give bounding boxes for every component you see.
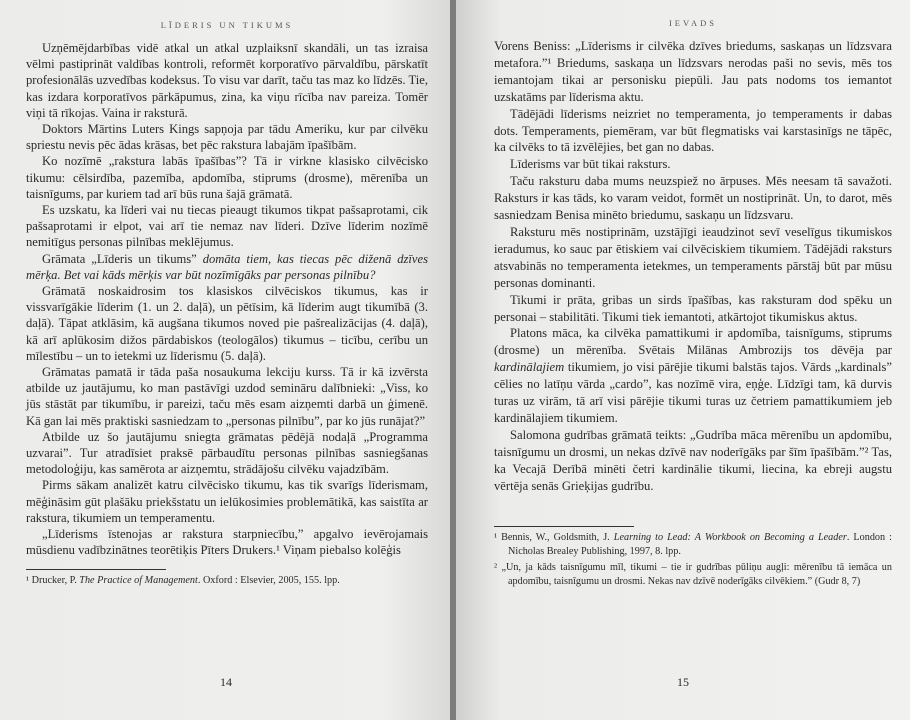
spacer [494, 494, 892, 516]
footnote-divider [494, 526, 634, 527]
footnote-prefix: ¹ Drucker, P. [26, 574, 80, 586]
italic-text: kardinālajiem [494, 360, 565, 375]
footnote [26, 574, 428, 588]
paragraph: Taču raksturu daba mums neuzspiež no ārpuses. Mēs neesam tā savažoti. Raksturs ir kas tāds, ko varam veidot, formēt un nostiprināt. Un, to darot, mēs sasniedzam Benisa minēto briedumu, saskaņu un līdzsvaru. [494, 174, 892, 223]
footnote-prefix: ¹ Bennis, W., Goldsmith, J. [494, 532, 614, 544]
paragraph: Tikumi ir prāta, gribas un sirds īpašības, kas raksturam dod spēku un personai – stabilitāti. Tikumi tiek iemantoti, atkārtojot tikumiskus aktus. [494, 292, 892, 324]
footnote-suffix: . London : Nicholas Brealey Publishing, 1997, 8. lpp. [508, 532, 892, 557]
running-head-left: LĪDERIS UN TIKUMS [160, 20, 294, 30]
paragraph: Salomona gudrības grāmatā teikts: „Gudrība māca mērenību un apdomību, taisnīgumu un drosmi, un nekas dzīvē nav noderīgāks par šīm īpašībām.”² Tas, ka Vecajā Derībā minēti četri kardinālie tikumi, liecina, ka ebreji augstu vērtēja senās Grieķijas gudrību. [494, 427, 892, 493]
paragraph: „Līderisms īstenojas ar rakstura starpniecību,” apgalvo ievērojamais mūsdienu vadībzinātnes teorētiķis Pīters Drukers.¹ Viņam piebalso kolēģis [26, 527, 428, 558]
paragraph: Vorens Beniss: „Līderisms ir cilvēka dzīves briedums, saskaņas un līdzsvara metafora.”¹ Briedums, saskaņa un līdzsvars nerodas paši no sevis, mēs tos iemantojam tikai ar personisku piepūli. Jau pats nodoms tos iemantot uzskatāms par līderisma aktu. [494, 39, 892, 104]
paragraph: Atbilde uz šo jautājumu sniegta grāmatas pēdējā nodaļā „Programma uzvarai”. Tur atradīsiet praksē pārbaudītu personas pilnības sasniegšanas metodoloģiju, kas samērota ar aizņemtu, strādājošu cilvēku vajadzībām. [26, 429, 428, 477]
right-page [456, 0, 910, 720]
footnote-title: Learning to Lead: A Workbook on Becoming a Leader [613, 532, 847, 544]
footnote-suffix: . Oxford : Elsevier, 2005, 155. lpp. [197, 574, 340, 586]
footnote [494, 531, 892, 558]
book-title-text: Grāmata „Līderis un tikums” [42, 251, 197, 266]
paragraph-text: tikumiem, jo visi pārējie tikumi balstās tajos. Vārds „kardinals” cēlies no latīņu vārda „cardo”, kas nozīmē vira, eņģe. Līdzīgi tam, kā durvis turas uz virām, tā arī visi pārējie tikumi turas uz četriem pamattikumiem jeb kardinālajiem tikumiem. [494, 360, 892, 425]
footnote: ² „Un, ja kāds taisnīgumu mīl, tikumi – tie ir gudrības pūliņu augļi: mērenību tā iemāca un apdomību, taisnīgumu un drosmi. Nekas nav dzīvē noderīgāks cilvēkiem.” (Gudr 8, 7) [494, 562, 892, 587]
paragraph: Es uzskatu, ka līderi vai nu tiecas pieaugt tikumos tikpat pašsaprotami, cik pašsaprotami ir elpot, vai arī tie nemaz nav līderi. Dzīve līderim nozīmē nemitīgus personas pilnības meklējumus. [26, 203, 428, 250]
right-page-body [494, 38, 892, 494]
paragraph: Grāmatas pamatā ir tāda paša nosaukuma lekciju kurss. Tā ir kā izvērsta atbilde uz jautājumu, ko man pastāvīgi uzdod semināru dalībnieki: „Viss, ko jūs stāstāt par tikumību, ir pareizi, taču mēs esam aizņemti darbā un ģimenē. Kā gan lai mēs praktiski sasniedzam to „personas pilnību”, par ko jūs runājat?” [26, 365, 428, 428]
paragraph-book-title [26, 251, 428, 283]
paragraph: Tādējādi līderisms neizriet no temperamenta, jo temperaments ir dabas dots. Temperaments, piemēram, var būt flegmatisks vai karstasinīgs ne tāpēc, ka cilvēks to tā izvēlējies, bet gan no dabas. [494, 106, 892, 155]
paragraph: Ko nozīmē „rakstura labās īpašības”? Tā ir virkne klasisko cilvēcisko tikumu: cēlsirdība, pazemība, apdomība, stiprums (drosme), mērenība un taisnīgums, par kuriem tad arī būs runa šajā grāmatā. [26, 154, 428, 201]
page-number-right: 15 [677, 675, 689, 689]
paragraph: Līderisms var būt tikai raksturs. [510, 157, 671, 172]
paragraph-cardinal-virtues [494, 325, 892, 426]
running-head-right: IEVADS [668, 18, 718, 28]
paragraph: Raksturu mēs nostiprinām, uzstājīgi ieaudzinot sevī veselīgus tikumiskos ieradumus, ko sauc par ētiskiem vai cilvēciskiem tikumiem. Tādējādi raksturs atsvabinās no temperamenta ietekmes, un temperaments pārstāj būt par mūsu personas dominanti. [494, 224, 892, 290]
footnote-title: The Practice of Management [79, 574, 198, 586]
left-page-body [26, 40, 428, 559]
page-number-left: 14 [220, 675, 232, 689]
left-page [0, 0, 452, 720]
paragraph: Uzņēmējdarbības vidē atkal un atkal uzplaiksnī skandāli, un tas izraisa vēlmi pastiprināt valdības kontroli, reformēt korporatīvo pārvaldību, pārskatīt profesionālās uzvedības kodeksus. To visu var darīt, taču tas maz ko līdzēs. Tie, kas izdara korporatīvos pārkāpumus, zina, ka viņu rīcība nav pareiza. Tomēr viņi tā rīkojas. Vaina ir raksturā. [26, 41, 428, 120]
footnote-divider [26, 569, 166, 570]
paragraph-text: Platons māca, ka cilvēka pamattikumi ir apdomība, taisnīgums, stiprums (drosme) un mērenība. Svētais Milānas Ambrozijs tos dēvēja par [494, 326, 892, 358]
paragraph: Grāmatā noskaidrosim tos klasiskos cilvēciskos tikumus, kas ir vissvarīgākie līderim (1. un 2. daļā), un pētīsim, kā līderim augt tikumībā (3. daļā). Tāpat atklāsim, kā augšana tikumos noved pie pašrealizācijas (4. daļā), kā arī aplūkosim dižos pārdabiskos (teologālos) tikumus – ticību, cerību un mīlestību – un to ietekmi uz līderismu (5. daļā). [26, 284, 428, 363]
italic-text: domāta tiem, kas tiecas pēc diženā dzīves mērķa. Bet vai kāds mērķis var būt nozīmīgāks par personas pilnību? [26, 251, 428, 282]
paragraph: Doktors Mārtins Luters Kings sapņoja par tādu Ameriku, kur par cilvēku spriestu nevis pēc ādas krāsas, bet pēc rakstura labajām īpašībām. [26, 122, 428, 153]
paragraph: Pirms sākam analizēt katru cilvēcisko tikumu, kas tik svarīgs līderismam, mēģināsim gūt plašāku priekšstatu un ielūkosimies problemātikā, kas saistīta ar rakstura, tikumiem un temperamentu. [26, 478, 428, 525]
